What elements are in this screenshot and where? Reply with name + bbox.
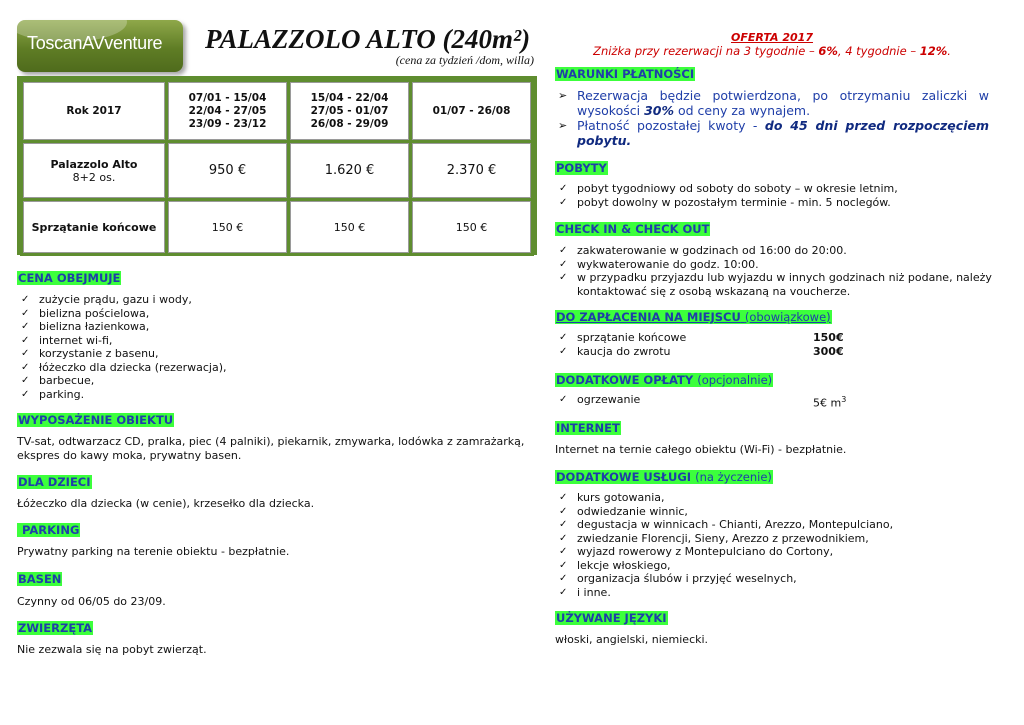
- onsite-label: ✓ sprzątanie końcowe: [577, 331, 686, 345]
- payment-1a: Rezerwacja będzie potwierdzona, po otrzymaniu zaliczki w wysokości: [577, 88, 989, 118]
- list-item: ✓ barbecue,: [17, 374, 537, 388]
- period-cell-2: [290, 82, 409, 140]
- extra-list: [555, 393, 995, 410]
- property-cell: [23, 143, 165, 198]
- onsite-heading-text: DO ZAPŁACENIA NA MIEJSCU: [556, 310, 741, 324]
- payment-1b: 30%: [644, 103, 674, 118]
- payment-list: [555, 88, 989, 148]
- internet-heading: INTERNET: [556, 421, 620, 435]
- property-name: Palazzolo Alto: [50, 157, 138, 171]
- parking-text: Prywatny parking na terenie obiektu - bezpłatnie.: [17, 545, 290, 558]
- period-1-line-1: 07/01 - 15/04: [188, 91, 267, 104]
- onsite-amount: 150€: [813, 331, 844, 344]
- list-item: ✓ zwiedzanie Florencji, Sieny, Arezzo z przewodnikiem,: [555, 532, 995, 546]
- extra-label: ✓ ogrzewanie: [577, 393, 640, 407]
- list-item: ✓ internet wi-fi,: [17, 334, 537, 348]
- languages-text: włoski, angielski, niemiecki.: [555, 633, 709, 646]
- parking-heading: [17, 523, 80, 537]
- period-2-line-3: 26/08 - 29/09: [310, 117, 389, 130]
- period-cell-3: 01/07 - 26/08: [412, 82, 531, 140]
- period-cell-1: [168, 82, 287, 140]
- internet-text: Internet na ternie całego obiektu (Wi-Fi) - bezpłatnie.: [555, 443, 847, 456]
- brand-logo: [17, 20, 183, 72]
- services-note: (na życzenie): [695, 470, 772, 484]
- list-item: ✓ organizacja ślubów i przyjęć weselnych,: [555, 572, 995, 586]
- offer-discount: [555, 44, 989, 58]
- equipment-text: TV-sat, odtwarzacz CD, pralka, piec (4 palniki), piekarnik, zmywarka, lodówka z zamrażarką, ekspres do kawy moka, prywatny basen.: [17, 435, 525, 462]
- list-item: ✓ parking.: [17, 388, 537, 402]
- services-list: [555, 491, 995, 599]
- extra-amount: [813, 393, 846, 410]
- list-item: ✓ wykwaterowanie do godz. 10:00.: [555, 258, 995, 272]
- extra-row: [555, 393, 995, 410]
- services-heading: [555, 470, 773, 484]
- list-item: ✓ zakwaterowanie w godzinach od 16:00 do 20:00.: [555, 244, 995, 258]
- stays-heading: POBYTY: [556, 161, 607, 175]
- page-subtitle: (cena za tydzień /dom, willa): [395, 53, 534, 67]
- offer-pct-a: 6%: [818, 44, 838, 58]
- stays-list: [555, 182, 995, 209]
- list-item: ✓ bielizna pościelowa,: [17, 307, 537, 321]
- pets-text: Nie zezwala się na pobyt zwierząt.: [17, 643, 207, 656]
- list-item: ✓ korzystanie z basenu,: [17, 347, 537, 361]
- period-1-line-3: 23/09 - 23/12: [188, 117, 267, 130]
- pets-heading: ZWIERZĘTA: [18, 621, 93, 635]
- payment-heading: WARUNKI PŁATNOŚCI: [556, 67, 695, 81]
- onsite-label: ✓ kaucja do zwrotu: [577, 345, 671, 359]
- list-item: ✓ odwiedzanie winnic,: [555, 505, 995, 519]
- offer-text-a: Zniżka przy rezerwacji na 3 tygodnie –: [593, 44, 819, 58]
- cleaning-price-1: 150 €: [168, 201, 287, 253]
- payment-2a: Płatność pozostałej kwoty -: [577, 118, 765, 133]
- pool-heading: BASEN: [18, 572, 62, 586]
- list-item: ✓ kurs gotowania,: [555, 491, 995, 505]
- list-item: ✓ wyjazd rowerowy z Montepulciano do Cortony,: [555, 545, 995, 559]
- extra-amount-sup: 3: [841, 395, 847, 404]
- list-item: ✓ zużycie prądu, gazu i wody,: [17, 293, 537, 307]
- checkin-list: [555, 244, 995, 298]
- kids-heading: DLA DZIECI: [18, 475, 91, 489]
- pool-text: Czynny od 06/05 do 23/09.: [17, 595, 166, 608]
- parking-heading-text: PARKING: [22, 523, 80, 537]
- list-item: ✓ bielizna łazienkowa,: [17, 320, 537, 334]
- languages-heading: UŻYWANE JĘZYKI: [556, 611, 667, 625]
- includes-heading: CENA OBEJMUJE: [18, 271, 121, 285]
- checkin-heading: CHECK IN & CHECK OUT: [556, 222, 710, 236]
- onsite-row: [555, 345, 995, 359]
- extra-heading: [555, 373, 773, 387]
- price-cell-1: 950 €: [168, 143, 287, 198]
- extra-heading-text: DODATKOWE OPŁATY: [556, 373, 694, 387]
- list-item: ✓ degustacja w winnicach - Chianti, Arezzo, Montepulciano,: [555, 518, 995, 532]
- offer-pct-b: 12%: [919, 44, 948, 58]
- offer-text-b: , 4 tygodnie –: [837, 44, 920, 58]
- extra-note: (opcjonalnie): [697, 373, 773, 387]
- offer-title: OFERTA 2017: [731, 31, 813, 44]
- list-item: ✓ i inne.: [555, 586, 995, 600]
- onsite-heading: [555, 310, 832, 324]
- includes-list: [17, 293, 537, 401]
- price-cell-2: 1.620 €: [290, 143, 409, 198]
- list-item: ✓ pobyt tygodniowy od soboty do soboty – w okresie letnim,: [555, 182, 995, 196]
- extra-amount-value: 5€ m: [813, 396, 842, 410]
- offer-text-c: .: [947, 44, 951, 58]
- logo-text: ToscanAVventure: [27, 33, 163, 53]
- onsite-amount: 300€: [813, 344, 844, 358]
- period-2-line-2: 27/05 - 01/07: [310, 104, 389, 117]
- payment-1c: od ceny za wynajem.: [673, 103, 811, 118]
- price-table: [17, 76, 537, 255]
- services-heading-text: DODATKOWE USŁUGI: [556, 470, 692, 484]
- payment-item-1: [555, 88, 989, 118]
- cleaning-label-cell: Sprzątanie końcowe: [23, 201, 165, 253]
- property-capacity: 8+2 os.: [72, 170, 116, 184]
- list-item: ✓ w przypadku przyjazdu lub wyjazdu w innych godzinach niż podane, należy kontaktować się z osobą wskazaną na voucherze.: [555, 271, 995, 298]
- list-item: ✓ pobyt dowolny w pozostałym terminie - min. 5 noclegów.: [555, 196, 995, 210]
- onsite-note: (obowiązkowe): [744, 310, 831, 324]
- equipment-heading: WYPOSAŻENIE OBIEKTU: [18, 413, 174, 427]
- cleaning-price-3: 150 €: [412, 201, 531, 253]
- list-item: ✓ lekcje włoskiego,: [555, 559, 995, 573]
- payment-item-2: [555, 118, 989, 148]
- page-title: PALAZZOLO ALTO (240m²): [205, 24, 531, 54]
- year-cell: Rok 2017: [23, 82, 165, 140]
- payment-2b: do 45 dni przed rozpoczęciem pobytu.: [577, 118, 989, 148]
- cleaning-price-2: 150 €: [290, 201, 409, 253]
- onsite-row: [555, 331, 995, 345]
- price-cell-3: 2.370 €: [412, 143, 531, 198]
- period-2-line-1: 15/04 - 22/04: [310, 91, 389, 104]
- kids-text: Łóżeczko dla dziecka (w cenie), krzesełko dla dziecka.: [17, 497, 315, 510]
- onsite-list: [555, 331, 995, 358]
- period-1-line-2: 22/04 - 27/05: [188, 104, 267, 117]
- list-item: ✓ łóżeczko dla dziecka (rezerwacja),: [17, 361, 537, 375]
